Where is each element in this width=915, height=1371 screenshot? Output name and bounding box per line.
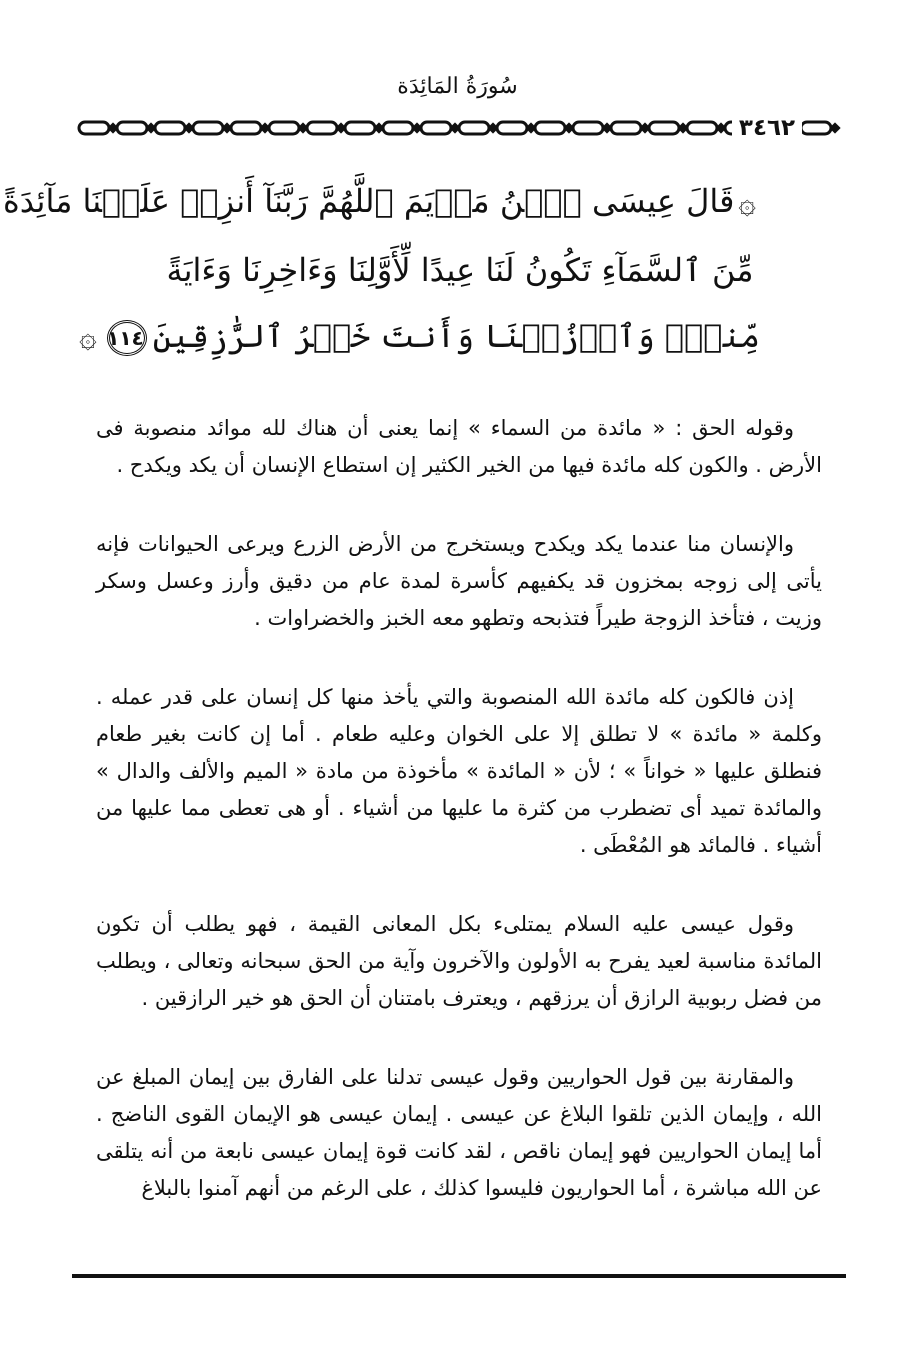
paragraph-4: وقول عيسى عليه السلام يمتلىء بكل المعانى القيمة ، فهو يطلب أن تكون المائدة مناسبة لعيد يفرح به الأولون والآخرون وآية من الحق سبحانه وتعالى ، ويطلب من فضل ربوبية الرازق أن يرزقهم ، ويعترف بامتنان أن الحق هو خير الرازقين . xyxy=(96,912,822,1010)
chain-link xyxy=(459,122,489,134)
chain-link xyxy=(687,122,717,134)
ornament-border xyxy=(74,112,846,144)
chain-link xyxy=(801,122,831,134)
chain-link xyxy=(649,122,679,134)
chain-link xyxy=(383,122,413,134)
verse-text-2: مِّنَ ٱلسَّمَآءِ تَكُونُ لَنَا عِيدًا لِّأَوَّلِنَا وَءَاخِرِنَا وَءَايَةً xyxy=(166,250,754,289)
page-number: ٣٤٦٢ xyxy=(732,112,802,144)
quran-verse xyxy=(2,168,760,371)
verse-text-1: قَالَ عِيسَى ٱبۡنُ مَرۡيَمَ ٱللَّهُمَّ رَبَّنَآ أَنزِلۡ عَلَيۡنَا مَآئِدَةً xyxy=(2,182,735,220)
verse-number-marker: ١١٤ xyxy=(107,320,147,356)
paragraph-5: والمقارنة بين قول الحواريين وقول عيسى تدلنا على الفارق بين إيمان المبلغ عن الله ، وإيمان الذين تلقوا البلاغ عن عيسى . إيمان عيسى هو الإيمان القوى الناضج . أما إيمان الحواريين فهو إيمان ناقص ، لقد كانت قوة إيمان عيسى نابعة من أنه يتلقى عن الله مباشرة ، أما الحواريون فليسوا كذلك ، على الرغم من أنهم آمنوا بالبلاغ xyxy=(96,1065,822,1200)
chain-link xyxy=(155,122,185,134)
chain-link xyxy=(269,122,299,134)
chain-link xyxy=(573,122,603,134)
bottom-rule xyxy=(72,1274,846,1278)
chain-link xyxy=(535,122,565,134)
chain-link xyxy=(193,122,223,134)
verse-text-3: مِّنكَۖ وَٱرۡزُقۡنَا وَأَنتَ خَيۡرُ ٱلرَّٰزِقِينَ xyxy=(152,316,760,355)
chain-link xyxy=(117,122,147,134)
chain-link xyxy=(79,122,109,134)
verse-line-3 xyxy=(79,303,760,372)
chain-link xyxy=(421,122,451,134)
ornate-bracket-close-icon: ۞ xyxy=(79,320,97,355)
chain-link xyxy=(345,122,375,134)
chain-link xyxy=(611,122,641,134)
paragraph-2: والإنسان منا عندما يكد ويكدح ويستخرج من الأرض الزرع ويرعى الحيوانات فإنه يأتى إلى زوجه بمخزون قد يكفيهم كأسرة لمدة عام من دقيق وأرز وعسل وسكر وزيت ، فتأخذ الزوجة طيراً فتذبحه وتطهو معه الخبز والخضراوات . xyxy=(96,532,822,630)
paragraph-3: إذن فالكون كله مائدة الله المنصوبة والتي يأخذ منها كل إنسان على قدر عمله . وكلمة « مائدة » لا تطلق إلا على الخوان وعليه طعام . أما إن كانت بغير طعام فنطلق عليها « خواناً » ؛ لأن « المائدة » مأخوذة من مادة « الميم والألف والدال » والمائدة تميد أى تضطرب من كثرة ما عليها من أشياء . أو هى تعطى مما عليها من أشياء . فالمائد هو المُعْطَى . xyxy=(96,685,822,857)
chain-link xyxy=(231,122,261,134)
chain-link xyxy=(497,122,527,134)
verse-line-1 xyxy=(2,168,760,237)
commentary-text xyxy=(96,410,822,1249)
chain-link xyxy=(307,122,337,134)
paragraph-1: وقوله الحق : « مائدة من السماء » إنما يعنى أن هناك لله موائد منصوبة فى الأرض . والكون كله مائدة فيها من الخير الكثير إن استطاع الإنسان أن يكد ويكدح . xyxy=(96,416,822,477)
ornate-bracket-open-icon: ۞ xyxy=(738,185,756,221)
verse-line-2 xyxy=(160,237,760,303)
surah-title: سُورَةُ المَائِدَة xyxy=(397,74,518,99)
